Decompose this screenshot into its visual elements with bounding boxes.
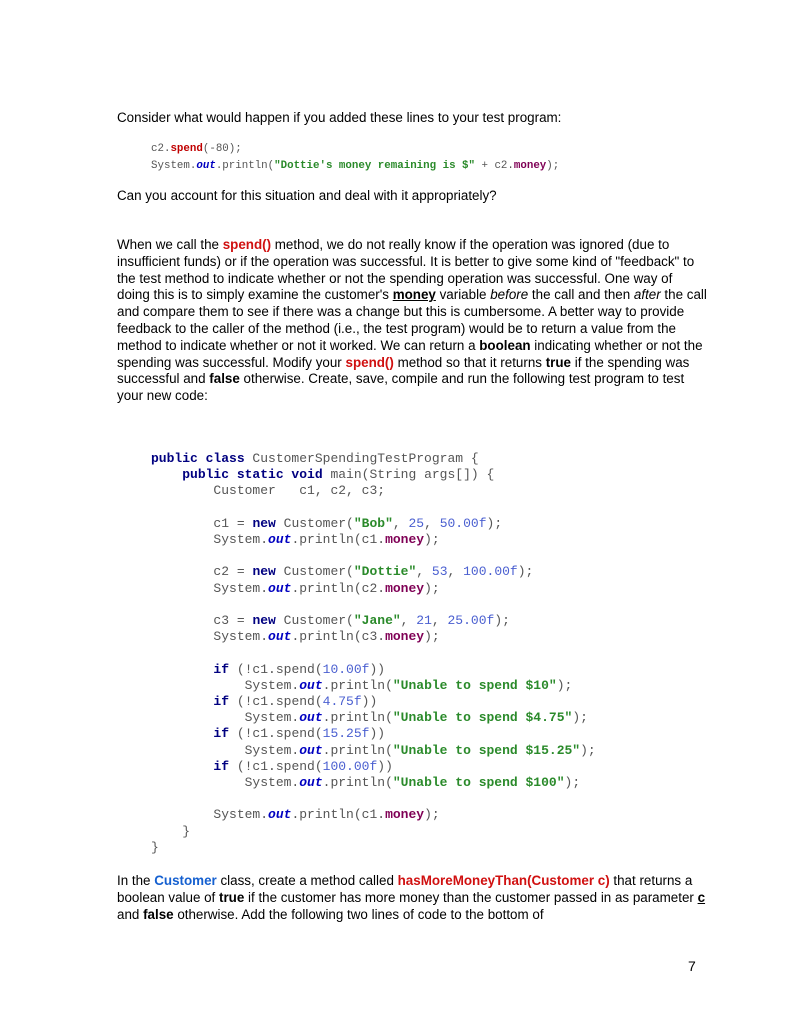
- code-snippet-1: c2.spend(-80); System.out.println("Dottie's money remaining is $" + c2.money);: [151, 143, 560, 172]
- intro-text: Consider what would happen if you added these lines to your test program:: [117, 110, 562, 125]
- code-snippet-2: public class CustomerSpendingTestProgram { public static void main(String args[]) { Customer c1, c2, c3; c1 = new Customer("Bob", 25, 50.00f); System.out.println(c1.money); c2 = new Customer("Dottie", 53, 100.00f); System.out.println(c2.money); c3 = new Customer("Jane", 21, 25.00f); System.out.println(c3.money); if (!c1.spend(10.00f)) System.out.println("Unable to spend $10"); if (!c1.spend(4.75f)) System.out.println("Unable to spend $4.75"); if (!c1.spend(15.25f)) System.out.println("Unable to spend $15.25"); if (!c1.spend(100.00f)) System.out.println("Unable to spend $100"); System.out.println(c1.money); } }: [151, 451, 596, 855]
- task-paragraph: In the Customer class, create a method called hasMoreMoneyThan(Customer c) that returns a boolean value of true if the customer has more money than the customer passed in as parameter c and false otherwise. Add the following two lines of code to the bottom of: [117, 873, 706, 922]
- question-text: Can you account for this situation and deal with it appropriately?: [117, 188, 497, 203]
- page-number: 7: [688, 958, 696, 974]
- explanation-paragraph: When we call the spend() method, we do not really know if the operation was ignored (due to insufficient funds) or if the operation was successful. It is better to give some kind of "feedback" to the test method to indicate whether or not the spending operation was successful. One way of doing this is to simply examine the customer's money variable before the call and then after the call and compare them to see if there was a change but this is cumbersome. A better way to provide feedback to the caller of the method (i.e., the test program) would be to return a value from the method to indicate whether or not it worked. We can return a boolean indicating whether or not the spending was successful. Modify your spend() method so that it returns true if the spending was successful and false otherwise. Create, save, compile and run the following test program to test your new code:: [117, 237, 707, 404]
